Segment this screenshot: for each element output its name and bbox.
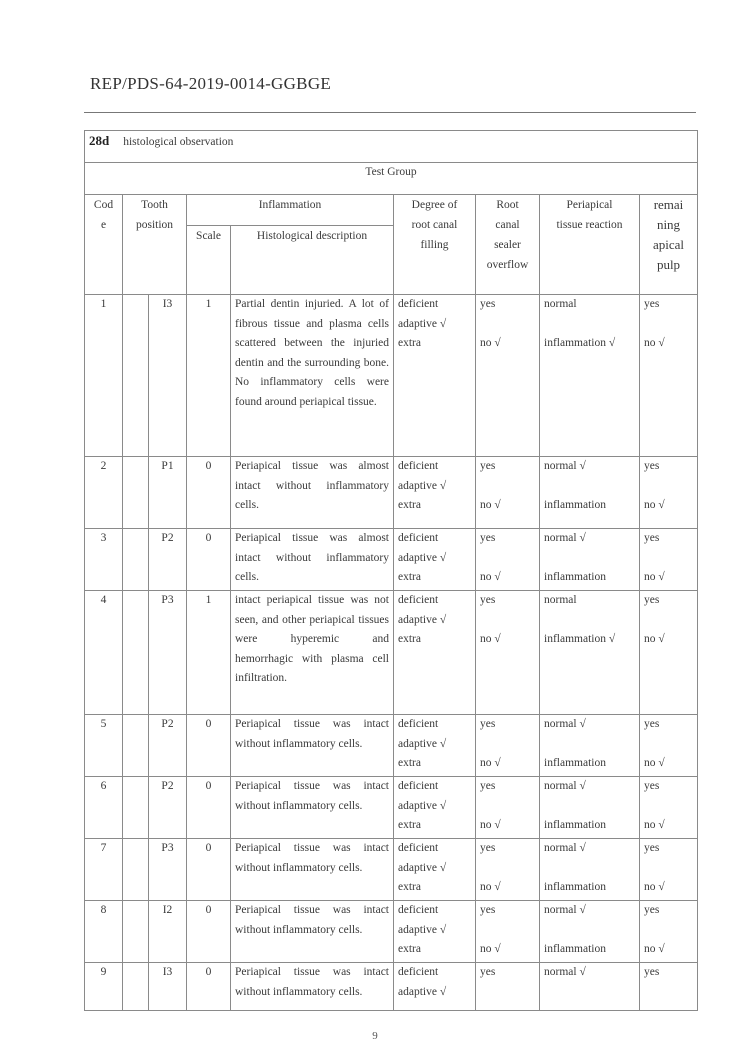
sealer-header: Root canal sealer overflow bbox=[476, 195, 540, 295]
row-remaining-pulp: yes no √ bbox=[640, 591, 698, 715]
row-degree: deficient adaptive √ extra bbox=[394, 295, 476, 457]
row-tooth: P2 bbox=[149, 777, 187, 839]
header-rule bbox=[84, 112, 696, 113]
row-description: Periapical tissue was intact without inflammatory cells. bbox=[231, 839, 394, 901]
table-row bbox=[85, 591, 698, 715]
section-title: histological observation bbox=[123, 136, 234, 148]
row-scale: 0 bbox=[187, 777, 231, 839]
row-description: Periapical tissue was intact without inflammatory cells. bbox=[231, 777, 394, 839]
row-pad bbox=[123, 839, 149, 901]
row-sealer: yes no √ bbox=[476, 901, 540, 963]
row-code: 9 bbox=[85, 963, 123, 1011]
table-row bbox=[85, 901, 698, 963]
row-degree: deficient adaptive √ extra bbox=[394, 457, 476, 529]
tooth-position-header: Tooth position bbox=[123, 195, 187, 295]
row-pad bbox=[123, 529, 149, 591]
row-tooth: P3 bbox=[149, 839, 187, 901]
row-scale: 0 bbox=[187, 715, 231, 777]
row-pad bbox=[123, 715, 149, 777]
row-scale: 0 bbox=[187, 901, 231, 963]
row-sealer: yes no √ bbox=[476, 591, 540, 715]
row-degree: deficient adaptive √ extra bbox=[394, 591, 476, 715]
periapical-header: Periapical tissue reaction bbox=[540, 195, 640, 295]
row-degree: deficient adaptive √ extra bbox=[394, 777, 476, 839]
row-remaining-pulp: yes no √ bbox=[640, 715, 698, 777]
histo-header: Histological description bbox=[231, 226, 394, 295]
table-row bbox=[85, 777, 698, 839]
row-periapical: normal √ inflammation bbox=[540, 529, 640, 591]
row-sealer: yes no √ bbox=[476, 715, 540, 777]
row-tooth: P3 bbox=[149, 591, 187, 715]
row-remaining-pulp: yes no √ bbox=[640, 839, 698, 901]
document-id: REP/PDS-64-2019-0014-GGBGE bbox=[90, 74, 332, 93]
row-code: 1 bbox=[85, 295, 123, 457]
row-remaining-pulp: yes no √ bbox=[640, 529, 698, 591]
row-tooth: I3 bbox=[149, 963, 187, 1011]
row-tooth: P2 bbox=[149, 715, 187, 777]
row-description: Periapical tissue was intact without inflammatory cells. bbox=[231, 901, 394, 963]
row-pad bbox=[123, 901, 149, 963]
row-periapical: normal √ inflammation bbox=[540, 457, 640, 529]
degree-header: Degree of root canal filling bbox=[394, 195, 476, 295]
page-number: 9 bbox=[372, 1030, 378, 1042]
row-sealer: yes no √ bbox=[476, 777, 540, 839]
row-scale: 1 bbox=[187, 295, 231, 457]
row-tooth: I3 bbox=[149, 295, 187, 457]
row-code: 8 bbox=[85, 901, 123, 963]
row-code: 4 bbox=[85, 591, 123, 715]
table-row bbox=[85, 839, 698, 901]
row-code: 5 bbox=[85, 715, 123, 777]
table-row bbox=[85, 529, 698, 591]
row-periapical: normal inflammation √ bbox=[540, 591, 640, 715]
row-description: Periapical tissue was almost intact without inflammatory cells. bbox=[231, 457, 394, 529]
row-remaining-pulp: yes no √ bbox=[640, 901, 698, 963]
row-tooth: P2 bbox=[149, 529, 187, 591]
row-remaining-pulp: yes no √ bbox=[640, 457, 698, 529]
row-sealer: yes no √ bbox=[476, 839, 540, 901]
row-code: 2 bbox=[85, 457, 123, 529]
code-header: Cod e bbox=[85, 195, 123, 295]
row-degree: deficient adaptive √ extra bbox=[394, 839, 476, 901]
group-row bbox=[85, 163, 698, 195]
row-tooth: I2 bbox=[149, 901, 187, 963]
row-periapical: normal inflammation √ bbox=[540, 295, 640, 457]
row-periapical: normal √ inflammation bbox=[540, 901, 640, 963]
group-title: Test Group bbox=[85, 163, 698, 195]
row-sealer: yes no √ bbox=[476, 295, 540, 457]
table-row bbox=[85, 457, 698, 529]
row-sealer: yes no √ bbox=[476, 457, 540, 529]
row-degree: deficient adaptive √ extra bbox=[394, 901, 476, 963]
inflammation-header: Inflammation bbox=[187, 195, 394, 226]
row-remaining-pulp: yes bbox=[640, 963, 698, 1011]
table-row bbox=[85, 963, 698, 1011]
row-degree: deficient adaptive √ extra bbox=[394, 715, 476, 777]
row-code: 3 bbox=[85, 529, 123, 591]
header-row-1 bbox=[85, 195, 698, 226]
row-pad bbox=[123, 777, 149, 839]
row-tooth: P1 bbox=[149, 457, 187, 529]
row-scale: 0 bbox=[187, 457, 231, 529]
section-number: 28d bbox=[89, 133, 110, 148]
observation-rows bbox=[85, 295, 698, 1011]
row-description: Partial dentin injuried. A lot of fibrous tissue and plasma cells scattered between the injuried dentin and the surrounding bone. No inflammatory cells were found around periapical tissue. bbox=[231, 295, 394, 457]
histology-table bbox=[84, 130, 698, 1011]
row-sealer: yes bbox=[476, 963, 540, 1011]
row-periapical: normal √ inflammation bbox=[540, 777, 640, 839]
table-row bbox=[85, 295, 698, 457]
row-degree: deficient adaptive √ extra bbox=[394, 529, 476, 591]
row-description: intact periapical tissue was not seen, and other periapical tissues were hyperemic and hemorrhagic with plasma cell infiltration. bbox=[231, 591, 394, 715]
table-row bbox=[85, 715, 698, 777]
row-scale: 0 bbox=[187, 963, 231, 1011]
row-scale: 1 bbox=[187, 591, 231, 715]
section-title-row bbox=[85, 131, 698, 163]
row-periapical: normal √ bbox=[540, 963, 640, 1011]
remaining-pulp-header: remai ning apical pulp bbox=[640, 195, 698, 295]
row-sealer: yes no √ bbox=[476, 529, 540, 591]
row-code: 7 bbox=[85, 839, 123, 901]
scale-header: Scale bbox=[187, 226, 231, 295]
row-description: Periapical tissue was intact without inflammatory cells. bbox=[231, 715, 394, 777]
row-description: Periapical tissue was intact without inflammatory cells. bbox=[231, 963, 394, 1011]
row-remaining-pulp: yes no √ bbox=[640, 295, 698, 457]
row-degree: deficient adaptive √ bbox=[394, 963, 476, 1011]
row-pad bbox=[123, 963, 149, 1011]
row-scale: 0 bbox=[187, 839, 231, 901]
row-scale: 0 bbox=[187, 529, 231, 591]
row-pad bbox=[123, 591, 149, 715]
row-periapical: normal √ inflammation bbox=[540, 839, 640, 901]
row-description: Periapical tissue was almost intact without inflammatory cells. bbox=[231, 529, 394, 591]
row-code: 6 bbox=[85, 777, 123, 839]
row-pad bbox=[123, 457, 149, 529]
row-remaining-pulp: yes no √ bbox=[640, 777, 698, 839]
row-periapical: normal √ inflammation bbox=[540, 715, 640, 777]
row-pad bbox=[123, 295, 149, 457]
